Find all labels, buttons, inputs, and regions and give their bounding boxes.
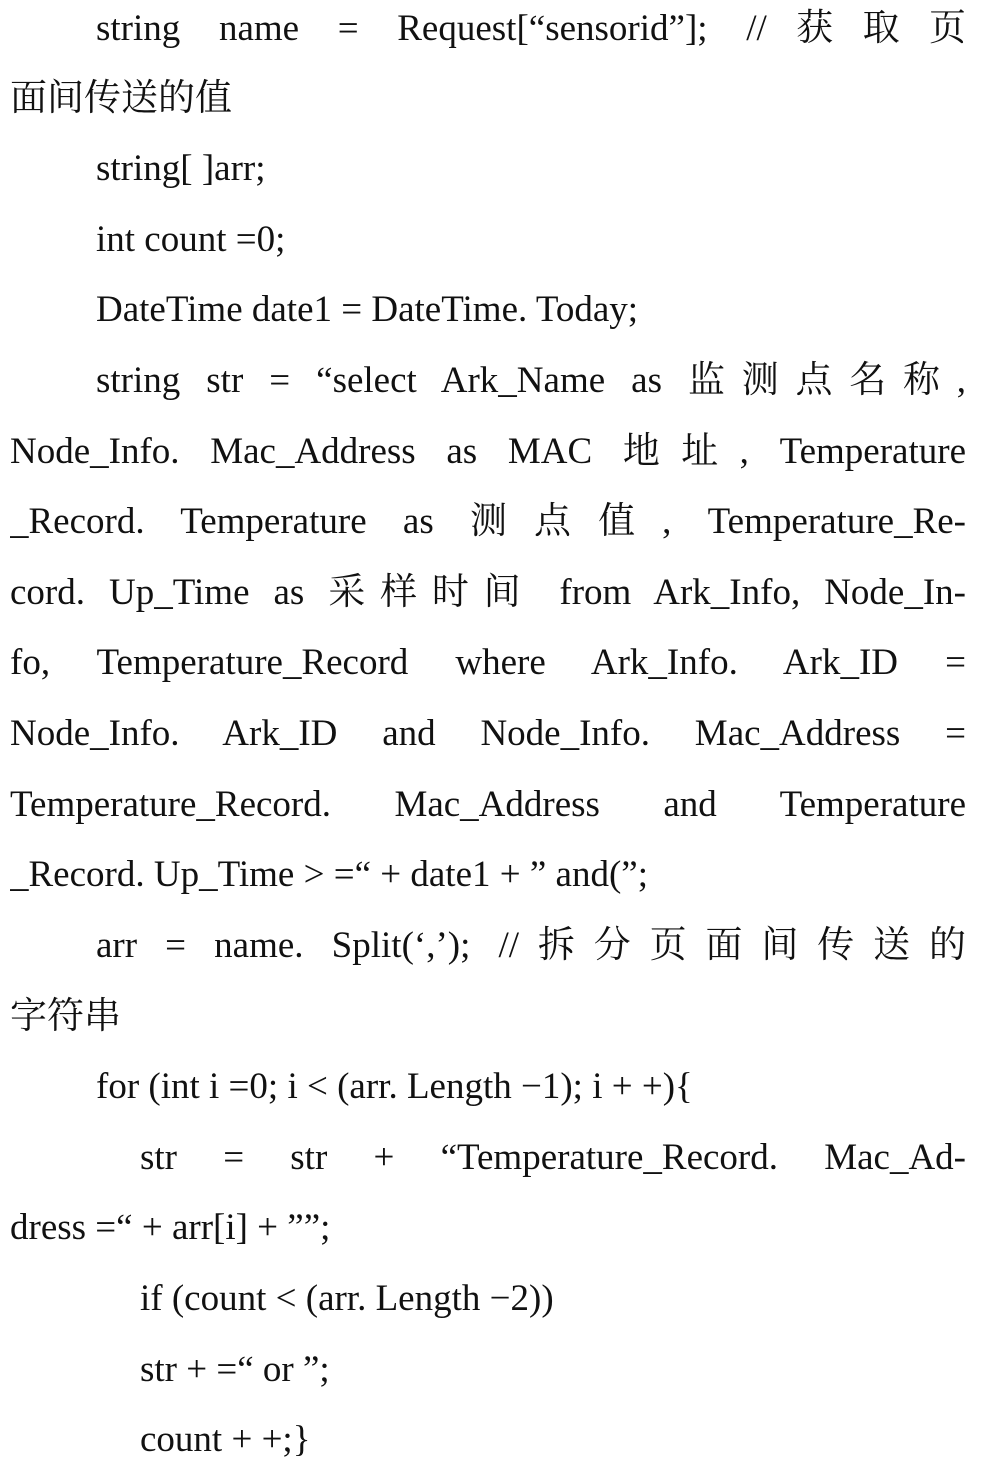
code-line: string name = Request[“sensorid”]; //获取页: [96, 8, 966, 49]
code-line: _Record. Temperature as 测点值, Temperature_Re-: [10, 501, 966, 542]
code-line: Node_Info. Ark_ID and Node_Info. Mac_Address =: [10, 713, 966, 754]
code-line: 字符串: [10, 996, 121, 1037]
code-line: int count =0;: [96, 219, 286, 260]
code-line: count + +;}: [140, 1419, 311, 1460]
code-line: string[ ]arr;: [96, 148, 266, 189]
code-line: cord. Up_Time as 采样时间 from Ark_Info, Node_In-: [10, 572, 966, 613]
code-line: DateTime date1 = DateTime. Today;: [96, 289, 639, 330]
code-line: fo, Temperature_Record where Ark_Info. Ark_ID =: [10, 642, 966, 683]
code-line: str = str + “Temperature_Record. Mac_Ad-: [140, 1137, 966, 1178]
code-line: 面间传送的值: [10, 78, 232, 119]
code-line: arr = name. Split(‘,’); //拆分页面间传送的: [96, 925, 966, 966]
code-line: Temperature_Record. Mac_Address and Temperature: [10, 784, 966, 825]
code-line: string str = “select Ark_Name as 监测点名称,: [96, 360, 966, 401]
code-line: str + =“ or ”;: [140, 1349, 330, 1390]
code-line: for (int i =0; i < (arr. Length −1); i + +){: [96, 1066, 693, 1107]
code-line: Node_Info. Mac_Address as MAC 地址, Temperature: [10, 431, 966, 472]
code-line: _Record. Up_Time > =“ + date1 + ” and(”;: [10, 854, 648, 895]
code-line: dress =“ + arr[i] + ””;: [10, 1207, 331, 1248]
code-line: if (count < (arr. Length −2)): [140, 1278, 554, 1319]
